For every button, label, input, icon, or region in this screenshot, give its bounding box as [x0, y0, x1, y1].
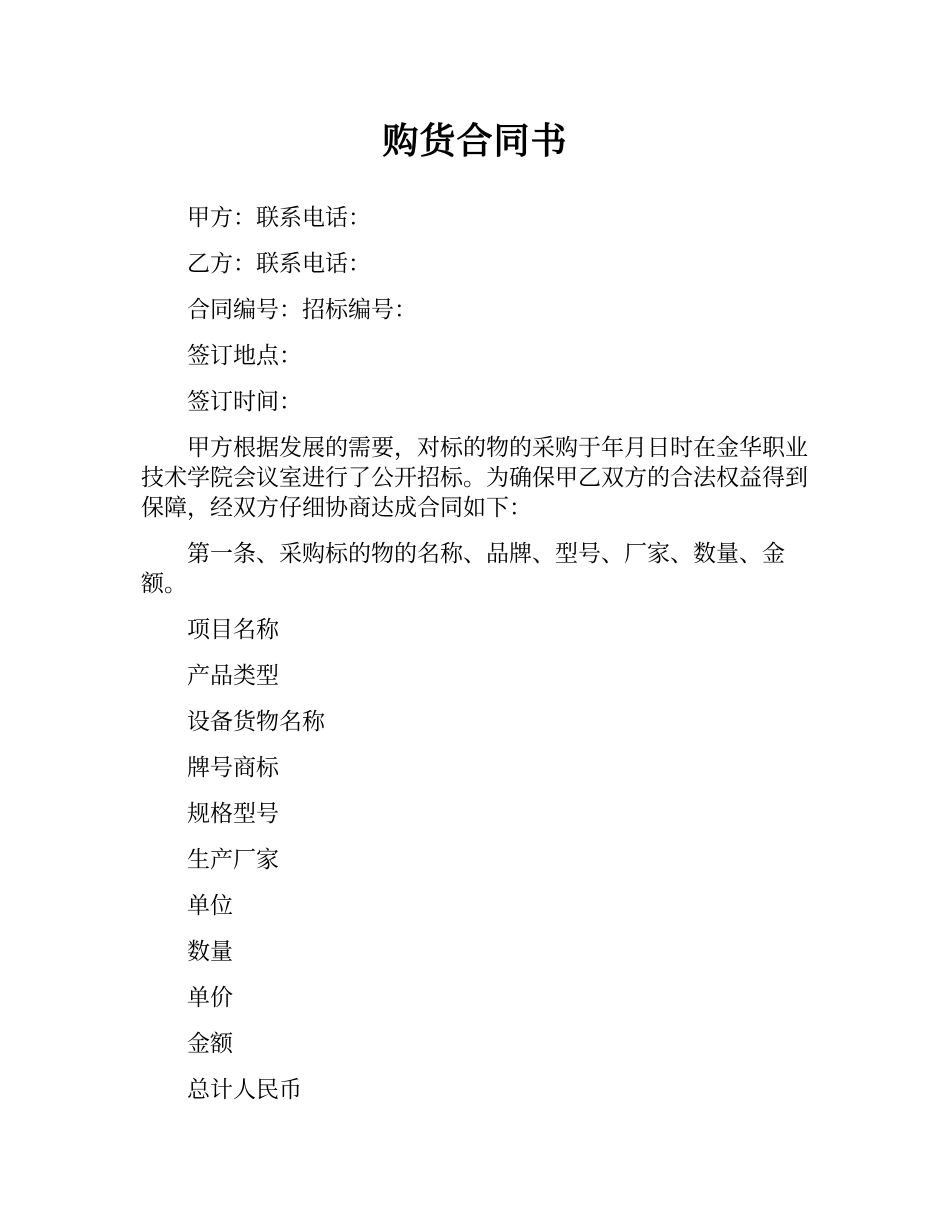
item-quantity: 数量	[187, 939, 233, 965]
item-amount: 金额	[187, 1031, 233, 1057]
document-body	[141, 203, 813, 1121]
document-title: 购货合同书	[382, 121, 568, 162]
intro-paragraph: 甲方根据发展的需要，对标的物的采购于年月日时在金华职业技术学院会议室进行了公开招标。为确保甲乙双方的合法权益得到保障，经双方仔细协商达成合同如下：	[141, 435, 808, 521]
item-goods-name: 设备货物名称	[187, 709, 325, 735]
contract-number-line: 合同编号：招标编号：	[187, 297, 417, 323]
item-project-name: 项目名称	[187, 617, 279, 643]
party-a-line: 甲方：联系电话：	[187, 205, 371, 231]
article-one-paragraph: 第一条、采购标的物的名称、品牌、型号、厂家、数量、金额。	[141, 541, 785, 597]
item-manufacturer: 生产厂家	[187, 847, 279, 873]
item-model: 规格型号	[187, 801, 279, 827]
item-unit: 单位	[187, 893, 233, 919]
item-total-rmb: 总计人民币	[187, 1077, 302, 1103]
signing-place-line: 签订地点：	[187, 343, 302, 369]
signing-time-line: 签订时间：	[187, 389, 302, 415]
party-b-line: 乙方：联系电话：	[187, 251, 371, 277]
item-brand: 牌号商标	[187, 755, 279, 781]
item-product-type: 产品类型	[187, 663, 279, 689]
item-unit-price: 单价	[187, 985, 233, 1011]
